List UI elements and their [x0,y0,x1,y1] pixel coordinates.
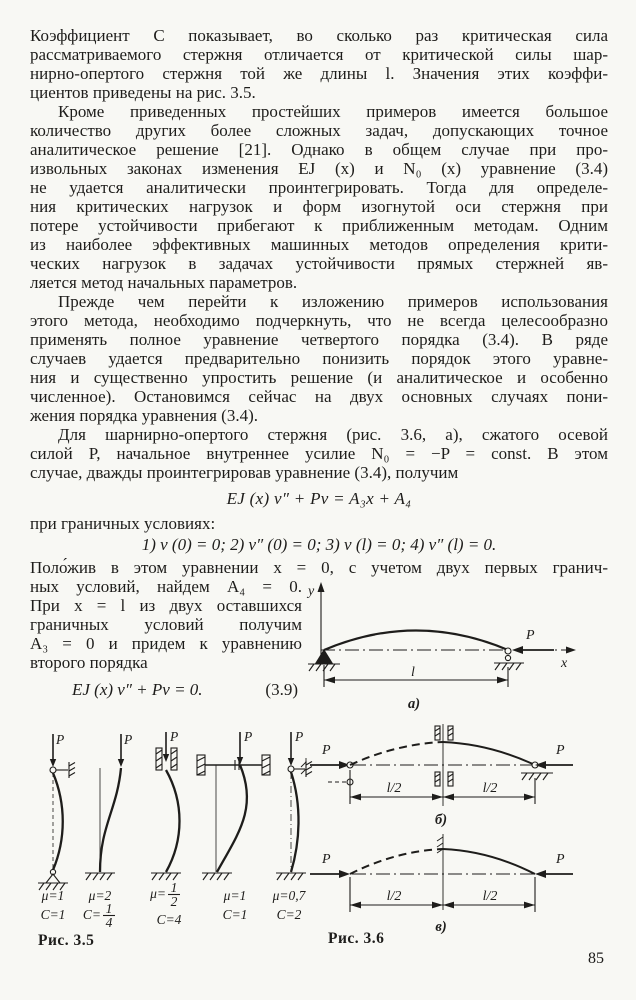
c-label: C=1 [222,907,248,922]
text-line: При x = l из двух оставшихся [30,596,302,615]
dimension-label: l/2 [482,889,498,904]
text-line: количество других более сложных задач, допускающих точное [30,121,608,140]
force-label: P [244,729,253,744]
buckled-shape-dashed [350,742,443,765]
force-label: P [322,743,331,758]
force-label: P [556,852,565,867]
force-label: P [556,743,565,758]
dimension-label: l/2 [386,889,402,904]
wrap-row [30,577,608,715]
figure-3-6b [300,718,636,836]
c-label-denominator: 4 [105,915,113,930]
figure-3-5-caption: Рис. 3.5 [38,932,95,949]
force-label: P [526,628,535,643]
figure-3-6-caption: Рис. 3.6 [328,930,385,947]
text-line: граничных условий получим [30,615,302,634]
text-line: жения порядка уравнения (3.4). [30,406,258,425]
text-line: ческих нагрузок в задачах устойчивости прямых стержней яв- [30,254,608,273]
wrap-column [30,577,302,699]
text-line: ных условий, найдем A₄ = 0. [30,577,302,596]
subfigure-label: в) [435,919,447,935]
column-guided-fixed [197,729,270,922]
subfigure-label: б) [434,812,448,828]
equation-39-body: EJ (x) v″ + Pv = 0. [72,680,203,699]
dimension-label: l [411,665,415,680]
text-line: не удается аналитически проинтегрировать. Тогда для определе- [30,178,608,197]
equation-general: EJ (x) v″ + Pv = A₃x + A₄ [226,489,412,508]
text-line: извольных законах изменения EJ (x) и N₀ (x) уравнение (3.4) [30,159,608,178]
column-fixed-free [83,732,132,930]
axis-y-label: y [308,584,315,599]
buckled-shape [324,631,508,651]
text-line: нирно-опертого стержня той же длины l. Значения этих коэффи- [30,64,608,83]
text-line: случае, дважды проинтегрировав уравнение (3.4), получим [30,463,459,482]
buckled-shape-solid [443,742,535,765]
mu-label: μ=0,7 [272,888,306,903]
buckled-shape-solid [443,849,535,874]
dimension-label: l/2 [482,781,498,796]
text-line: Для шарнирно-опертого стержня (рис. 3.6, а), сжатого осевой [58,425,608,444]
mu-label-prefix: μ= [150,886,166,901]
boundary-conditions: 1) v (0) = 0; 2) v″ (0) = 0; 3) v (l) = 0; 4) v″ (l) = 0. [141,535,497,554]
text-line: этого метода, необходимо подчеркнуть, что не всегда целесообразно [30,311,608,330]
text-line: применять полное уравнение четвертого порядка (3.4). В ряде [30,330,608,349]
c-label: C=1 [40,907,66,922]
force-label: P [170,729,179,744]
dimension-label: l/2 [386,781,402,796]
boundary-intro: при граничных условиях: [30,514,216,533]
text-line: ния критических нагрузок и форм изогнутой оси стержня при [30,197,608,216]
axis-y [306,582,325,657]
mu-label: μ=1 [223,888,247,903]
text-line: A₃ = 0 и придем к уравнению [30,634,302,653]
page-number: 85 [588,950,604,967]
text-line: аналитическое решение [21]. Однако в общем случае при про- [30,140,608,159]
text-line: потере устойчивости прибегают к приближенным методам. Одним [30,216,608,235]
text-line: ния и существенно упростить решение (и аналитическое и особенно [30,368,608,387]
dimension-l2 [350,877,535,912]
force-label: P [124,732,133,747]
force-label: P [322,852,331,867]
column-pinned-pinned [38,732,75,922]
equation-39 [30,680,302,699]
mu-label: μ=1 [41,888,65,903]
c-label: C=2 [276,907,302,922]
mu-label: μ=2 [88,888,112,903]
force-label: P [56,732,65,747]
subfigure-label: а) [407,696,421,712]
text-line: из наиболее эффективных машинных методов определения крити- [30,235,608,254]
text-line: второго порядка [30,653,148,672]
text-line: ляется метод начальных параметров. [30,273,298,292]
figure-3-6a [302,577,608,715]
center-guide [437,834,443,910]
text-line: циентов приведены на рис. 3.5. [30,83,256,102]
mu-label-denominator: 2 [170,894,178,909]
text-line: Поло́жив в этом уравнении x = 0, с учетом двух первых гранич- [30,558,608,577]
force-label: P [295,729,304,744]
body-text [30,26,608,715]
buckled-shape-dashed [350,849,443,874]
axis-x-label: x [561,656,568,671]
text-line: Прежде чем перейти к изложению примеров использования [58,292,608,311]
column-fixed-fixed [149,729,182,927]
c-label-prefix: C= [82,907,101,922]
force-arrow-right [535,743,573,769]
text-line: численное). Остановимся сейчас на двух основных случаях пони- [30,387,608,406]
mu-label-numerator: 1 [170,880,178,895]
text-line: Кроме приведенных простейших примеров имеется большое [58,102,608,121]
text-line: рассматриваемого стержня отличается от критической силы шар- [30,45,608,64]
dimension-l [324,665,508,687]
force-arrow-right [535,852,573,878]
c-label: C=4 [156,912,182,927]
text-line: силой P, начальное внутреннее усилие N₀ = −P = const. В этом [30,444,608,463]
force-arrow [512,628,554,654]
text-line: случаев удается предварительно понизить порядок этого уравне- [30,349,608,368]
force-arrow-left [301,743,350,774]
force-arrow-left [310,852,350,878]
dimension-l2 [350,770,535,804]
text-line: Коэффициент C показывает, во сколько раз критическая сила [30,26,608,45]
figure-3-5 [25,722,325,932]
c-label-numerator: 1 [105,901,113,916]
equation-39-number: (3.9) [265,680,298,699]
